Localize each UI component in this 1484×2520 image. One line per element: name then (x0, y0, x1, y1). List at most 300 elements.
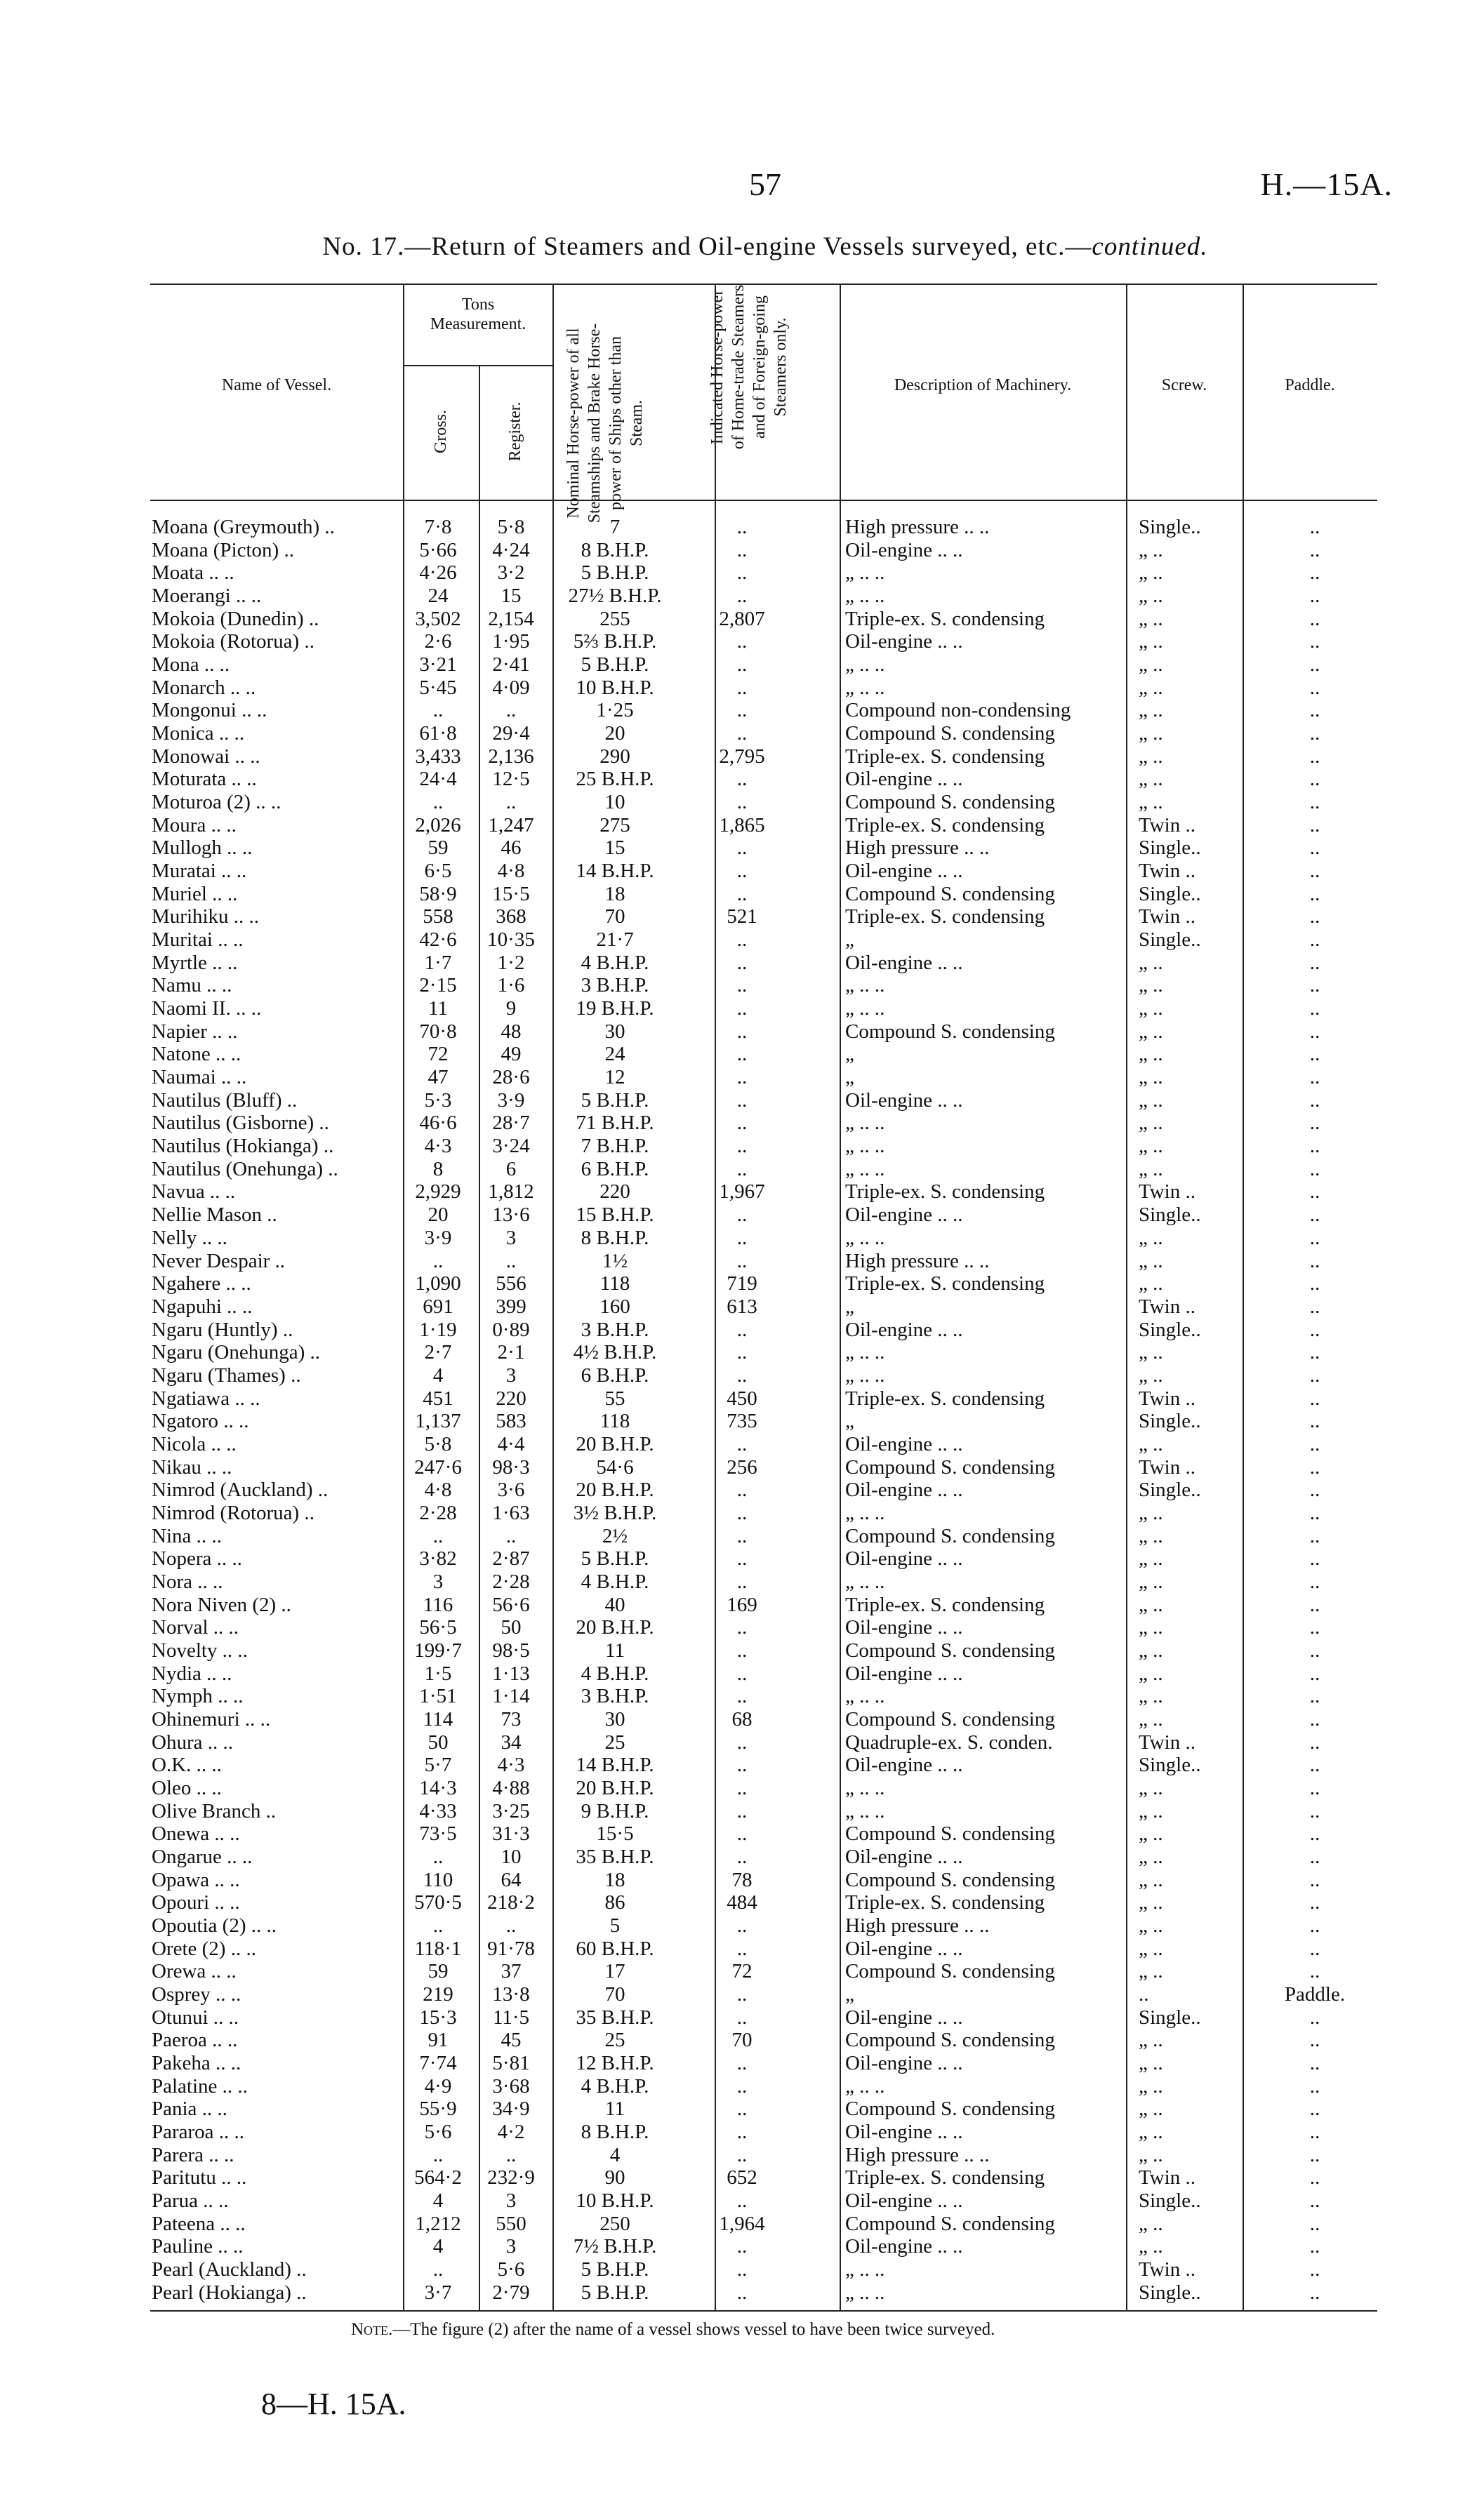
cell-name: Opouri .. .. (152, 1891, 240, 1914)
cell-nominal-hp: 2½ (602, 1524, 628, 1547)
cell-paddle: .. (1309, 1318, 1320, 1341)
cell-nominal-hp: 40 (604, 1593, 625, 1616)
cell-paddle: .. (1309, 722, 1320, 745)
cell-gross: 110 (423, 1868, 453, 1891)
table-row (150, 952, 1377, 975)
table-row (150, 722, 1377, 745)
cell-screw: Twin .. (1139, 1295, 1195, 1318)
table-row (150, 2052, 1377, 2075)
cell-gross: 3·9 (424, 1226, 452, 1249)
page-number: 57 (749, 166, 781, 202)
cell-name: Ohinemuri .. .. (152, 1707, 271, 1731)
cell-machinery: „ .. .. (845, 2258, 885, 2281)
cell-gross: 5·45 (419, 676, 457, 699)
cell-machinery: „ .. .. (845, 1685, 885, 1708)
cell-screw: „ .. (1139, 1043, 1163, 1066)
header-gross: Gross. (432, 410, 450, 454)
cell-screw: „ .. (1139, 2143, 1163, 2166)
cell-machinery: Oil-engine .. .. (845, 1479, 963, 1502)
cell-register: 4·88 (492, 1776, 530, 1799)
cell-nominal-hp: 24 (604, 1043, 625, 1066)
cell-nominal-hp: 30 (604, 1020, 625, 1043)
cell-indicated-hp: .. (736, 860, 748, 883)
cell-register: 3·2 (497, 561, 525, 585)
header-description-of-machinery: Description of Machinery. (894, 376, 1072, 394)
cell-nominal-hp: 60 B.H.P. (576, 1937, 654, 1960)
cell-nominal-hp: 9 B.H.P. (581, 1799, 649, 1822)
cell-name: Never Despair .. (152, 1249, 286, 1272)
cell-paddle: .. (1309, 1364, 1320, 1387)
header-indicated-horse-power: Indicated Horse-power of Home-trade Steamers and of Foreign-going Steamers only. (708, 284, 790, 450)
cell-nominal-hp: 118 (599, 1410, 630, 1433)
table-row (150, 1456, 1377, 1479)
cell-paddle: .. (1309, 974, 1320, 997)
cell-indicated-hp: 652 (727, 2166, 757, 2189)
cell-nominal-hp: 5 B.H.P. (581, 1088, 649, 1112)
cell-screw: Single.. (1139, 2006, 1201, 2029)
cell-nominal-hp: 15·5 (596, 1822, 634, 1846)
table-row (150, 974, 1377, 997)
cell-indicated-hp: .. (736, 951, 748, 974)
cell-gross: .. (432, 699, 444, 722)
cell-register: 29·4 (492, 722, 530, 745)
cell-indicated-hp: .. (736, 1479, 748, 1502)
cell-indicated-hp: .. (736, 1364, 748, 1387)
cell-paddle: .. (1309, 630, 1320, 653)
table-row (150, 2235, 1377, 2258)
cell-screw: „ .. (1139, 1685, 1163, 1708)
table-row (150, 905, 1377, 928)
cell-register: 218·2 (487, 1891, 535, 1914)
cell-nominal-hp: 1½ (602, 1249, 628, 1272)
cell-name: Nydia .. .. (152, 1662, 232, 1685)
cell-name: Nellie Mason .. (152, 1204, 277, 1227)
cell-paddle: .. (1309, 1066, 1320, 1089)
cell-indicated-hp: .. (736, 1226, 748, 1249)
table-row (150, 1135, 1377, 1158)
cell-gross: .. (432, 1914, 444, 1937)
cell-indicated-hp: .. (736, 1639, 748, 1662)
cell-indicated-hp: .. (736, 1914, 748, 1937)
cell-screw: Single.. (1139, 1318, 1201, 1341)
cell-indicated-hp: 484 (727, 1891, 757, 1914)
table-row (150, 1066, 1377, 1089)
cell-indicated-hp: .. (736, 1662, 748, 1685)
cell-name: Onewa .. .. (152, 1822, 240, 1846)
cell-register: 15·5 (492, 882, 530, 905)
cell-machinery: Oil-engine .. .. (845, 1845, 963, 1868)
table-row (150, 814, 1377, 837)
cell-gross: 4·9 (424, 2074, 452, 2098)
cell-machinery: „ .. .. (845, 1157, 885, 1180)
cell-name: Namu .. .. (152, 974, 232, 997)
cell-indicated-hp: 68 (731, 1707, 753, 1731)
cell-register: 1·2 (497, 951, 525, 974)
cell-nominal-hp: 5 B.H.P. (581, 1547, 649, 1571)
cell-machinery: „ .. .. (845, 1799, 885, 1822)
header-paddle: Paddle. (1285, 376, 1335, 394)
table-row (150, 1869, 1377, 1892)
cell-screw: Single.. (1139, 2281, 1201, 2304)
cell-screw: Single.. (1139, 1754, 1201, 1777)
cell-screw: Single.. (1139, 1479, 1201, 1502)
cell-paddle: .. (1309, 1226, 1320, 1249)
cell-machinery: „ .. .. (845, 2281, 885, 2304)
cell-nominal-hp: 8 B.H.P. (581, 538, 649, 561)
cell-paddle: .. (1309, 1799, 1320, 1822)
cell-nominal-hp: 250 (599, 2212, 630, 2235)
cell-indicated-hp: .. (736, 1432, 748, 1455)
cell-name: Ngatoro .. .. (152, 1410, 249, 1433)
cell-gross: 2,929 (415, 1180, 461, 1204)
cell-register: 31·3 (492, 1822, 530, 1846)
cell-nominal-hp: 8 B.H.P. (581, 2121, 649, 2144)
cell-register: 37 (501, 1960, 522, 1983)
cell-register: 13·6 (492, 1204, 530, 1227)
cell-gross: 24 (428, 585, 449, 608)
cell-nominal-hp: 8 B.H.P. (581, 1226, 649, 1249)
cell-register: 98·3 (492, 1455, 530, 1479)
cell-paddle: .. (1309, 1776, 1320, 1799)
table-body (150, 516, 1377, 2304)
cell-machinery: „ .. .. (845, 1776, 885, 1799)
cell-screw: „ .. (1139, 745, 1163, 768)
cell-name: Nelly .. .. (152, 1226, 227, 1249)
cell-gross: .. (432, 1845, 444, 1868)
cell-gross: 91 (428, 2029, 449, 2052)
cell-machinery: Oil-engine .. .. (845, 951, 963, 974)
table-row (150, 1341, 1377, 1364)
cell-indicated-hp: .. (736, 516, 748, 538)
cell-register: 3·6 (497, 1479, 525, 1502)
cell-name: Moana (Greymouth) .. (152, 516, 335, 538)
cell-gross: 1·7 (424, 951, 452, 974)
cell-gross: 1,212 (415, 2212, 461, 2235)
table-row (150, 2098, 1377, 2121)
cell-paddle: .. (1309, 1524, 1320, 1547)
cell-indicated-hp: .. (736, 1570, 748, 1593)
cell-indicated-hp: .. (736, 1754, 748, 1777)
cell-machinery: Compound S. condensing (845, 2029, 1055, 2052)
cell-name: Muratai .. .. (152, 860, 247, 883)
table-row (150, 1364, 1377, 1387)
cell-name: Murihiku .. .. (152, 905, 260, 928)
table-row (150, 1525, 1377, 1548)
cell-paddle: .. (1309, 997, 1320, 1020)
cell-gross: 6·5 (424, 860, 452, 883)
cell-indicated-hp: .. (736, 791, 748, 814)
cell-machinery: Quadruple-ex. S. conden. (845, 1731, 1053, 1754)
cell-register: 4·09 (492, 676, 530, 699)
cell-register: 10 (501, 1845, 522, 1868)
cell-gross: 3,502 (415, 607, 461, 630)
cell-gross: 3·21 (419, 653, 457, 676)
cell-indicated-hp: 1,967 (719, 1180, 765, 1204)
cell-register: 2·41 (492, 653, 530, 676)
table-row (150, 676, 1377, 700)
cell-name: Moerangi .. .. (152, 585, 262, 608)
cell-register: 5·8 (497, 516, 525, 538)
cell-screw: „ .. (1139, 585, 1163, 608)
cell-screw: „ .. (1139, 2212, 1163, 2235)
cell-indicated-hp: .. (736, 1341, 748, 1364)
cell-paddle: .. (1309, 1937, 1320, 1960)
cell-nominal-hp: 21·7 (596, 928, 634, 952)
table-row (150, 768, 1377, 791)
cell-name: Pateena .. .. (152, 2212, 246, 2235)
cell-indicated-hp: .. (736, 1249, 748, 1272)
cell-machinery: „ .. .. (845, 1112, 885, 1135)
cell-paddle: .. (1309, 1616, 1320, 1639)
cell-register: 583 (496, 1410, 526, 1433)
cell-machinery: Oil-engine .. .. (845, 2189, 963, 2213)
table-row (150, 585, 1377, 608)
cell-machinery: „ (845, 1295, 854, 1318)
cell-indicated-hp: .. (736, 2281, 748, 2304)
cell-indicated-hp: 613 (727, 1295, 757, 1318)
cell-machinery: „ .. .. (845, 653, 885, 676)
cell-gross: 1,137 (415, 1410, 461, 1433)
cell-register: 1·14 (492, 1685, 530, 1708)
cell-nominal-hp: 19 B.H.P. (576, 997, 654, 1020)
cell-screw: „ .. (1139, 653, 1163, 676)
cell-nominal-hp: 5 B.H.P. (581, 2281, 649, 2304)
table-row (150, 1250, 1377, 1273)
cell-screw: „ .. (1139, 2235, 1163, 2258)
page-reference: H.—15A. (1260, 166, 1393, 202)
cell-machinery: „ (845, 928, 854, 952)
table-row (150, 836, 1377, 860)
cell-gross: 570·5 (414, 1891, 462, 1914)
cell-screw: „ .. (1139, 1501, 1163, 1524)
cell-nominal-hp: 12 (604, 1066, 625, 1089)
cell-machinery: „ .. .. (845, 676, 885, 699)
table-row (150, 1227, 1377, 1250)
table-row (150, 1158, 1377, 1181)
cell-indicated-hp: .. (736, 653, 748, 676)
cell-register: 399 (496, 1295, 526, 1318)
cell-screw: Single.. (1139, 928, 1201, 952)
cell-screw: „ .. (1139, 974, 1163, 997)
cell-nominal-hp: 35 B.H.P. (576, 2006, 654, 2029)
cell-indicated-hp: 78 (731, 1868, 753, 1891)
cell-register: 2·28 (492, 1570, 530, 1593)
cell-name: Orewa .. .. (152, 1960, 237, 1983)
cell-screw: Single.. (1139, 1204, 1201, 1227)
table-row (150, 791, 1377, 814)
cell-name: Pararoa .. .. (152, 2121, 245, 2144)
cell-indicated-hp: .. (736, 1822, 748, 1846)
cell-machinery: „ .. .. (845, 1364, 885, 1387)
header-screw: Screw. (1161, 376, 1207, 394)
table-row (150, 539, 1377, 562)
cell-screw: „ .. (1139, 768, 1163, 791)
cell-paddle: .. (1309, 1295, 1320, 1318)
cell-name: Pearl (Auckland) .. (152, 2258, 307, 2281)
cell-screw: „ .. (1139, 722, 1163, 745)
cell-register: 3·68 (492, 2074, 530, 2098)
cell-paddle: .. (1309, 2235, 1320, 2258)
table-row (150, 1502, 1377, 1525)
cell-register: 64 (501, 1868, 522, 1891)
cell-screw: „ .. (1139, 1845, 1163, 1868)
cell-nominal-hp: 25 (604, 1731, 625, 1754)
cell-paddle: .. (1309, 2189, 1320, 2213)
cell-gross: 2·15 (419, 974, 457, 997)
cell-machinery: „ .. .. (845, 1501, 885, 1524)
table-row (150, 1272, 1377, 1295)
cell-name: Ngaru (Onehunga) .. (152, 1341, 320, 1364)
cell-machinery: High pressure .. .. (845, 1249, 990, 1272)
cell-register: 5·81 (492, 2052, 530, 2075)
cell-screw: „ .. (1139, 1547, 1163, 1571)
cell-screw: „ .. (1139, 1891, 1163, 1914)
table-row (150, 2144, 1377, 2167)
cell-machinery: „ .. .. (845, 561, 885, 585)
cell-gross: 58·9 (419, 882, 457, 905)
table-row (150, 1319, 1377, 1342)
cell-register: 2,136 (488, 745, 534, 768)
cell-name: Moana (Picton) .. (152, 538, 294, 561)
cell-screw: Single.. (1139, 836, 1201, 860)
cell-register: 12·5 (492, 768, 530, 791)
cell-name: Pauline .. .. (152, 2235, 244, 2258)
cell-gross: 50 (428, 1731, 449, 1754)
cell-paddle: .. (1309, 2074, 1320, 2098)
cell-register: 2·87 (492, 1547, 530, 1571)
cell-name: Mona .. .. (152, 653, 230, 676)
cell-name: Oleo .. .. (152, 1776, 222, 1799)
cell-register: 2·1 (497, 1341, 525, 1364)
cell-register: .. (505, 1914, 517, 1937)
cell-machinery: Compound S. condensing (845, 1639, 1055, 1662)
cell-register: 3 (505, 1226, 517, 1249)
cell-name: Nimrod (Rotorua) .. (152, 1501, 314, 1524)
cell-machinery: Triple-ex. S. condensing (845, 1387, 1045, 1410)
cell-gross: 4·26 (419, 561, 457, 585)
cell-indicated-hp: 70 (731, 2029, 753, 2052)
cell-nominal-hp: 5 B.H.P. (581, 561, 649, 585)
cell-paddle: .. (1309, 1204, 1320, 1227)
cell-machinery: „ .. .. (845, 2074, 885, 2098)
cell-gross: 8 (432, 1157, 444, 1180)
cell-machinery: Triple-ex. S. condensing (845, 745, 1045, 768)
cell-indicated-hp: .. (736, 561, 748, 585)
cell-paddle: .. (1309, 951, 1320, 974)
cell-machinery: Triple-ex. S. condensing (845, 813, 1045, 836)
cell-nominal-hp: 4 (609, 2143, 621, 2166)
cell-register: 45 (501, 2029, 522, 2052)
cell-gross: .. (432, 2143, 444, 2166)
cell-nominal-hp: 5 B.H.P. (581, 653, 649, 676)
cell-register: .. (505, 1249, 517, 1272)
table-row (150, 561, 1377, 585)
cell-paddle: .. (1309, 2281, 1320, 2304)
cell-gross: 118·1 (414, 1937, 462, 1960)
cell-paddle: .. (1309, 1272, 1320, 1295)
cell-paddle: .. (1309, 1455, 1320, 1479)
table-row (150, 1571, 1377, 1594)
cell-indicated-hp: .. (736, 1937, 748, 1960)
cell-paddle: .. (1309, 905, 1320, 928)
cell-machinery: Oil-engine .. .. (845, 768, 963, 791)
cell-gross: 114 (423, 1707, 453, 1731)
cell-machinery: Oil-engine .. .. (845, 538, 963, 561)
cell-machinery: Compound S. condensing (845, 1455, 1055, 1479)
cell-machinery: „ .. .. (845, 1226, 885, 1249)
table-row (150, 860, 1377, 883)
cell-name: Myrtle .. .. (152, 951, 238, 974)
cell-nominal-hp: 90 (604, 2166, 625, 2189)
cell-indicated-hp: .. (736, 1524, 748, 1547)
cell-nominal-hp: 4 B.H.P. (581, 2074, 649, 2098)
cell-nominal-hp: 118 (599, 1272, 630, 1295)
cell-register: 73 (501, 1707, 522, 1731)
cell-indicated-hp: 735 (727, 1410, 757, 1433)
cell-machinery: „ .. .. (845, 1135, 885, 1158)
cell-nominal-hp: 14 B.H.P. (576, 1754, 654, 1777)
cell-name: Norval .. .. (152, 1616, 239, 1639)
cell-nominal-hp: 25 B.H.P. (576, 768, 654, 791)
cell-register: 3·9 (497, 1088, 525, 1112)
cell-screw: „ .. (1139, 1135, 1163, 1158)
cell-register: 3·25 (492, 1799, 530, 1822)
cell-paddle: .. (1309, 1432, 1320, 1455)
cell-nominal-hp: 86 (604, 1891, 625, 1914)
cell-screw: „ .. (1139, 2098, 1163, 2121)
cell-paddle: .. (1309, 1845, 1320, 1868)
cell-register: 2,154 (488, 607, 534, 630)
cell-screw: „ .. (1139, 2052, 1163, 2075)
table-row (150, 745, 1377, 768)
cell-name: Monowai .. .. (152, 745, 260, 768)
cell-name: Nopera .. .. (152, 1547, 242, 1571)
cell-register: 3 (505, 2235, 517, 2258)
cell-name: Opawa .. .. (152, 1868, 240, 1891)
table-row (150, 630, 1377, 653)
cell-indicated-hp: 72 (731, 1960, 753, 1983)
cell-paddle: .. (1309, 928, 1320, 952)
cell-register: 1·13 (492, 1662, 530, 1685)
cell-gross: 247·6 (414, 1455, 462, 1479)
table-row (150, 1914, 1377, 1938)
table-row (150, 1708, 1377, 1731)
table-row (150, 1616, 1377, 1639)
cell-machinery: Oil-engine .. .. (845, 1432, 963, 1455)
cell-nominal-hp: 18 (604, 1868, 625, 1891)
table-row (150, 1822, 1377, 1846)
cell-screw: „ .. (1139, 1937, 1163, 1960)
cell-nominal-hp: 27½ B.H.P. (568, 585, 662, 608)
cell-indicated-hp: 1,865 (719, 813, 765, 836)
cell-register: 0·89 (492, 1318, 530, 1341)
cell-name: Nautilus (Onehunga) .. (152, 1157, 338, 1180)
cell-screw: Twin .. (1139, 1455, 1195, 1479)
cell-register: 98·5 (492, 1639, 530, 1662)
cell-machinery: Compound S. condensing (845, 1960, 1055, 1983)
cell-indicated-hp: 256 (727, 1455, 757, 1479)
cell-indicated-hp: .. (736, 630, 748, 653)
cell-name: O.K. .. .. (152, 1754, 222, 1777)
cell-machinery: Compound S. condensing (845, 882, 1055, 905)
cell-nominal-hp: 14 B.H.P. (576, 860, 654, 883)
cell-gross: .. (432, 791, 444, 814)
cell-paddle: .. (1309, 2166, 1320, 2189)
cell-paddle: .. (1309, 1479, 1320, 1502)
cell-gross: 558 (423, 905, 453, 928)
cell-paddle: .. (1309, 1914, 1320, 1937)
cell-machinery: Compound S. condensing (845, 1822, 1055, 1846)
